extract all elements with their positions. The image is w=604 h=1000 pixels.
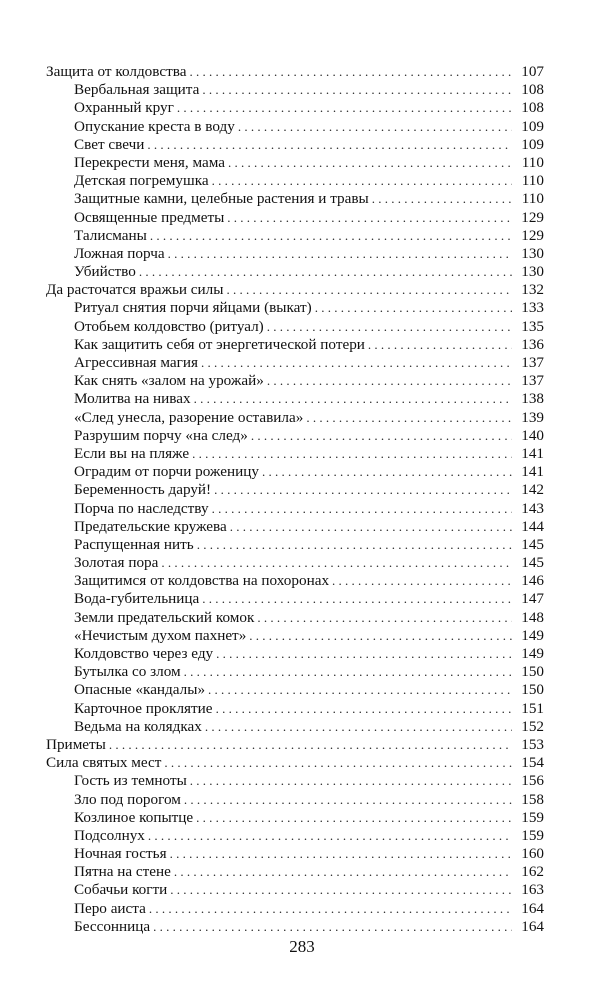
- toc-entry: [46, 645, 544, 663]
- toc-entry: [46, 372, 544, 390]
- toc-entry-page: 160: [521, 845, 544, 863]
- toc-entry-page: 110: [521, 172, 544, 190]
- dot-leader: [194, 390, 512, 408]
- table-of-contents: [46, 63, 544, 936]
- dot-leader: [170, 845, 512, 863]
- dot-leader: [202, 81, 512, 99]
- toc-entry: [46, 336, 544, 354]
- toc-entry-title: Детская погремушка: [74, 172, 209, 190]
- toc-entry: [46, 518, 544, 536]
- toc-entry-title: Зло под порогом: [74, 790, 181, 808]
- toc-entry-title: Защитимся от колдовства на похоронах: [74, 572, 330, 590]
- toc-entry-page: 163: [521, 881, 544, 899]
- dot-leader: [227, 209, 512, 227]
- toc-entry-page: 146: [521, 572, 544, 590]
- toc-entry-page: 108: [521, 99, 544, 117]
- dot-leader: [196, 809, 512, 827]
- dot-leader: [197, 536, 512, 554]
- toc-entry-page: 109: [521, 117, 544, 135]
- toc-entry-title: Вербальная защита: [74, 81, 200, 99]
- toc-entry-page: 144: [521, 517, 544, 535]
- toc-entry-page: 159: [521, 826, 544, 844]
- dot-leader: [262, 463, 512, 481]
- dot-leader: [332, 572, 512, 590]
- toc-entry: [46, 554, 544, 572]
- toc-entry: [46, 245, 544, 263]
- toc-section: [46, 754, 544, 772]
- toc-entry-page: 164: [521, 917, 544, 935]
- toc-entry-title: Как защитить себя от энергетической потери: [74, 335, 365, 353]
- toc-entry-page: 140: [521, 426, 544, 444]
- toc-entry: [46, 718, 544, 736]
- dot-leader: [249, 627, 512, 645]
- toc-entry-title: Золотая пора: [74, 554, 159, 572]
- toc-entry-page: 141: [521, 463, 544, 481]
- toc-entry: [46, 136, 544, 154]
- toc-entry-page: 138: [521, 390, 544, 408]
- dot-leader: [184, 791, 512, 809]
- dot-leader: [267, 372, 512, 390]
- toc-entry-page: 153: [521, 735, 544, 753]
- dot-leader: [306, 409, 512, 427]
- toc-entry: [46, 590, 544, 608]
- dot-leader: [226, 281, 512, 299]
- toc-entry: [46, 390, 544, 408]
- toc-entry-page: 151: [521, 699, 544, 717]
- toc-entry: [46, 627, 544, 645]
- toc-entry: [46, 700, 544, 718]
- toc-entry-title: «След унесла, разорение оставила»: [74, 408, 304, 426]
- toc-entry-page: 158: [521, 790, 544, 808]
- toc-entry-title: Бутылка со злом: [74, 663, 181, 681]
- dot-leader: [109, 736, 512, 754]
- toc-entry: [46, 500, 544, 518]
- toc-entry: [46, 663, 544, 681]
- toc-entry-page: 109: [521, 135, 544, 153]
- toc-entry: [46, 827, 544, 845]
- toc-entry: [46, 791, 544, 809]
- toc-entry: [46, 318, 544, 336]
- toc-entry: [46, 863, 544, 881]
- dot-leader: [228, 154, 512, 172]
- dot-leader: [147, 136, 512, 154]
- toc-entry-page: 159: [521, 808, 544, 826]
- toc-entry: [46, 445, 544, 463]
- toc-entry-title: Собачьи когти: [74, 881, 168, 899]
- toc-entry: [46, 918, 544, 936]
- toc-entry-title: Перекрести меня, мама: [74, 153, 225, 171]
- toc-entry-page: 137: [521, 372, 544, 390]
- toc-entry-page: 152: [521, 717, 544, 735]
- dot-leader: [251, 427, 512, 445]
- dot-leader: [190, 772, 512, 790]
- toc-entry-page: 162: [521, 863, 544, 881]
- toc-entry: [46, 845, 544, 863]
- dot-leader: [153, 918, 512, 936]
- toc-entry-title: Талисманы: [74, 226, 147, 244]
- toc-entry-page: 156: [521, 772, 544, 790]
- toc-entry: [46, 154, 544, 172]
- dot-leader: [315, 299, 512, 317]
- toc-entry-title: Опасные «кандалы»: [74, 681, 206, 699]
- toc-entry-page: 137: [521, 354, 544, 371]
- toc-entry-title: Перо аиста: [74, 899, 146, 917]
- dot-leader: [267, 318, 512, 336]
- toc-entry: [46, 481, 544, 499]
- dot-leader: [150, 227, 512, 245]
- dot-leader: [230, 518, 512, 536]
- toc-entry-title: Козлиное копытце: [74, 808, 194, 826]
- toc-entry: [46, 263, 544, 281]
- dot-leader: [257, 609, 512, 627]
- toc-entry-title: Защита от колдовства: [46, 63, 187, 80]
- toc-entry-page: 142: [521, 481, 544, 499]
- toc-entry-title: Освященные предметы: [74, 208, 225, 226]
- toc-entry-page: 150: [521, 663, 544, 681]
- toc-entry: [46, 681, 544, 699]
- dot-leader: [216, 645, 512, 663]
- toc-entry-page: 154: [521, 754, 544, 772]
- toc-entry-title: Оградим от порчи роженицу: [74, 463, 259, 481]
- dot-leader: [372, 190, 512, 208]
- dot-leader: [161, 554, 512, 572]
- toc-entry-title: Колдовство через еду: [74, 645, 214, 662]
- toc-entry-title: Как снять «залом на урожай»: [74, 372, 264, 390]
- toc-entry-page: 145: [521, 554, 544, 572]
- toc-entry-title: Подсолнух: [74, 826, 145, 844]
- page-number: 283: [289, 937, 315, 956]
- toc-entry-page: 107: [521, 63, 544, 80]
- toc-entry-page: 130: [521, 263, 544, 281]
- toc-entry: [46, 81, 544, 99]
- toc-entry: [46, 772, 544, 790]
- toc-entry-title: Защитные камни, целебные растения и травы: [74, 190, 369, 208]
- toc-entry-page: 135: [521, 317, 544, 335]
- toc-entry-page: 133: [521, 299, 544, 317]
- toc-entry-title: Бессонница: [74, 917, 151, 935]
- toc-entry-page: 110: [521, 153, 544, 171]
- toc-entry-title: Гость из темноты: [74, 772, 187, 790]
- dot-leader: [208, 681, 512, 699]
- toc-entry-title: Порча по наследству: [74, 499, 209, 517]
- dot-leader: [177, 99, 512, 117]
- toc-entry-page: 143: [521, 499, 544, 517]
- dot-leader: [164, 754, 512, 772]
- toc-entry-title: Вода-губительница: [74, 590, 200, 608]
- toc-entry: [46, 609, 544, 627]
- toc-entry-title: Опускание креста в воду: [74, 117, 235, 135]
- toc-entry-title: Молитва на нивах: [74, 390, 191, 408]
- toc-entry-page: 148: [521, 608, 544, 626]
- toc-entry-title: Убийство: [74, 263, 136, 281]
- toc-entry: [46, 900, 544, 918]
- toc-entry: [46, 427, 544, 445]
- toc-entry-page: 164: [521, 899, 544, 917]
- toc-entry-title: Распущенная нить: [74, 535, 194, 553]
- dot-leader: [192, 445, 512, 463]
- dot-leader: [202, 590, 512, 608]
- toc-entry: [46, 227, 544, 245]
- toc-entry-page: 149: [521, 645, 544, 662]
- toc-entry-title: Ритуал снятия порчи яйцами (выкат): [74, 299, 312, 317]
- toc-entry: [46, 118, 544, 136]
- toc-entry-title: Если вы на пляже: [74, 444, 190, 462]
- toc-entry: [46, 881, 544, 899]
- dot-leader: [184, 663, 512, 681]
- toc-entry-page: 129: [521, 226, 544, 244]
- toc-entry: [46, 409, 544, 427]
- toc-entry-title: Пятна на стене: [74, 863, 171, 881]
- dot-leader: [368, 336, 512, 354]
- toc-entry-title: Приметы: [46, 735, 106, 753]
- toc-entry: [46, 190, 544, 208]
- toc-entry-title: Беременность даруй!: [74, 481, 212, 499]
- toc-entry: [46, 572, 544, 590]
- dot-leader: [148, 827, 512, 845]
- dot-leader: [168, 245, 512, 263]
- toc-entry-page: 130: [521, 244, 544, 262]
- toc-entry-title: Отобьем колдовство (ритуал): [74, 317, 264, 335]
- dot-leader: [189, 63, 512, 81]
- dot-leader: [170, 881, 512, 899]
- toc-section: [46, 63, 544, 81]
- toc-entry-page: 136: [521, 335, 544, 353]
- toc-section: [46, 736, 544, 754]
- toc-entry-title: Охранный круг: [74, 99, 174, 117]
- dot-leader: [149, 900, 512, 918]
- toc-entry-title: Ночная гостья: [74, 845, 167, 863]
- toc-entry-page: 129: [521, 208, 544, 226]
- toc-entry-title: Карточное проклятие: [74, 699, 213, 717]
- dot-leader: [139, 263, 512, 281]
- toc-entry-page: 110: [521, 190, 544, 208]
- dot-leader: [238, 118, 512, 136]
- toc-entry-page: 141: [521, 444, 544, 462]
- toc-entry-title: Ложная порча: [74, 244, 165, 262]
- dot-leader: [212, 172, 512, 190]
- toc-entry-title: Сила святых мест: [46, 754, 162, 772]
- toc-entry-page: 145: [521, 535, 544, 553]
- toc-entry: [46, 463, 544, 481]
- toc-entry-title: Да расточатся вражьи силы: [46, 281, 224, 299]
- toc-entry: [46, 536, 544, 554]
- toc-section: [46, 281, 544, 299]
- dot-leader: [201, 354, 512, 372]
- toc-entry-page: 149: [521, 626, 544, 644]
- toc-entry: [46, 209, 544, 227]
- toc-entry-title: Земли предательский комок: [74, 608, 255, 626]
- toc-entry-page: 150: [521, 681, 544, 699]
- toc-entry: [46, 809, 544, 827]
- toc-entry-title: Разрушим порчу «на след»: [74, 426, 248, 444]
- toc-entry: [46, 299, 544, 317]
- toc-entry-page: 108: [521, 81, 544, 99]
- toc-entry-title: «Нечистым духом пахнет»: [74, 626, 247, 644]
- toc-entry-page: 139: [521, 408, 544, 426]
- toc-entry-title: Ведьма на колядках: [74, 717, 202, 735]
- toc-entry: [46, 172, 544, 190]
- dot-leader: [212, 500, 512, 518]
- toc-entry-title: Свет свечи: [74, 135, 145, 153]
- toc-entry: [46, 354, 544, 372]
- dot-leader: [216, 700, 512, 718]
- toc-entry-title: Агрессивная магия: [74, 354, 198, 371]
- dot-leader: [214, 481, 512, 499]
- toc-entry-page: 147: [521, 590, 544, 608]
- dot-leader: [174, 863, 512, 881]
- dot-leader: [205, 718, 512, 736]
- toc-entry: [46, 99, 544, 117]
- toc-entry-page: 132: [521, 281, 544, 299]
- toc-entry-title: Предательские кружева: [74, 517, 227, 535]
